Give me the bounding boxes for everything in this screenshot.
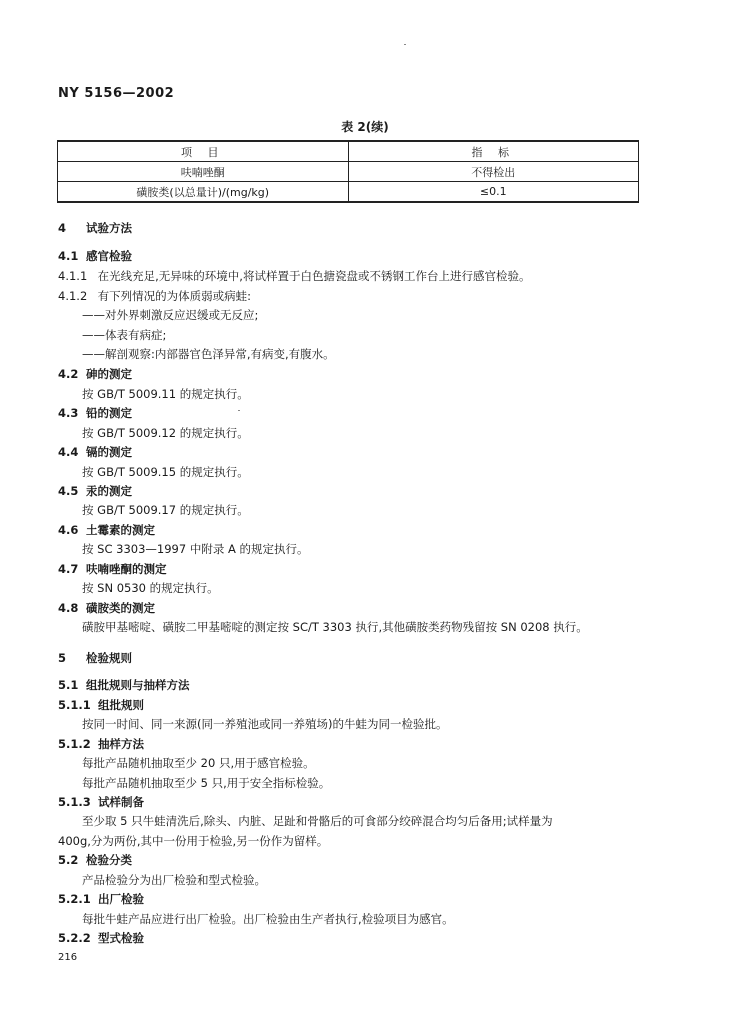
clause-text: 至少取 5 只牛蛙清洗后,除头、内脏、足趾和骨骼后的可食部分绞碎混合均匀后备用;试样量为 (82, 814, 553, 828)
clause-text: 每批产品随机抽取至少 5 只,用于安全指标检验。 (82, 776, 331, 790)
table-cell: 不得检出 (348, 162, 639, 182)
list-item: ——对外界刺激反应迟缓或无反应; (82, 308, 259, 322)
spec-table (57, 140, 639, 203)
subsection-heading: 4.5 汞的测定 (58, 484, 133, 498)
list-item: ——体表有病症; (82, 328, 167, 342)
subsection-heading: 4.7 呋喃唑酮的测定 (58, 562, 167, 576)
table-cell: ≤0.1 (348, 182, 639, 203)
subsection-heading: 5.2 检验分类 (58, 853, 133, 867)
table-row (58, 162, 639, 182)
clause-text: 400g,分为两份,其中一份用于检验,另一份作为留样。 (58, 834, 329, 848)
scan-speck (404, 44, 406, 45)
clause-text: 磺胺甲基嘧啶、磺胺二甲基嘧啶的测定按 SC/T 3303 执行,其他磺胺类药物残留按 SN 0208 执行。 (82, 620, 588, 634)
clause-text: 按 GB/T 5009.15 的规定执行。 (82, 465, 249, 479)
page-number: 216 (58, 952, 78, 963)
table-cell: 呋喃唑酮 (58, 162, 349, 182)
section-heading: 5 检验规则 (58, 651, 133, 665)
subsection-heading: 5.1 组批规则与抽样方法 (58, 678, 190, 692)
subsection-heading: 4.3 铅的测定 (58, 406, 133, 420)
subsection-heading: 5.1.1 组批规则 (58, 698, 145, 712)
scan-speck (238, 410, 240, 411)
subsection-heading: 4.4 镉的测定 (58, 445, 133, 459)
subsection-heading: 5.1.3 试样制备 (58, 795, 145, 809)
subsection-heading: 4.2 砷的测定 (58, 367, 133, 381)
clause-text: 产品检验分为出厂检验和型式检验。 (82, 873, 266, 887)
subsection-heading: 5.2.1 出厂检验 (58, 892, 145, 906)
section-heading: 4 试验方法 (58, 221, 133, 235)
subsection-heading: 4.8 磺胺类的测定 (58, 601, 156, 615)
subsection-heading: 4.1 感官检验 (58, 249, 133, 263)
table-header-item: 项 目 (58, 141, 349, 162)
clause-text: 按 GB/T 5009.12 的规定执行。 (82, 426, 249, 440)
clause-text: 每批牛蛙产品应进行出厂检验。出厂检验由生产者执行,检验项目为感官。 (82, 912, 454, 926)
subsection-heading: 5.2.2 型式检验 (58, 931, 145, 945)
clause-text: 每批产品随机抽取至少 20 只,用于感官检验。 (82, 756, 315, 770)
subsection-heading: 4.6 土霉素的测定 (58, 523, 156, 537)
table-row (58, 182, 639, 203)
list-item: ——解剖观察:内部器官色泽异常,有病变,有腹水。 (82, 347, 335, 361)
clause-text: 按 GB/T 5009.11 的规定执行。 (82, 387, 249, 401)
clause-text: 按同一时间、同一来源(同一养殖池或同一养殖场)的牛蛙为同一检验批。 (82, 717, 448, 731)
standard-number: NY 5156—2002 (58, 86, 175, 101)
table-header-row (58, 141, 639, 162)
table-title: 表 2(续) (341, 120, 389, 134)
clause-text: 按 GB/T 5009.17 的规定执行。 (82, 503, 249, 517)
clause-text: 4.1.1 在光线充足,无异味的环境中,将试样置于白色搪瓷盘或不锈钢工作台上进行感官检验。 (58, 269, 531, 283)
clause-text: 按 SC 3303—1997 中附录 A 的规定执行。 (82, 542, 309, 556)
clause-text: 4.1.2 有下列情况的为体质弱或病蛙: (58, 289, 252, 303)
table-header-indicator: 指 标 (348, 141, 639, 162)
table-cell: 磺胺类(以总量计)/(mg/kg) (58, 182, 349, 203)
clause-text: 按 SN 0530 的规定执行。 (82, 581, 219, 595)
subsection-heading: 5.1.2 抽样方法 (58, 737, 145, 751)
